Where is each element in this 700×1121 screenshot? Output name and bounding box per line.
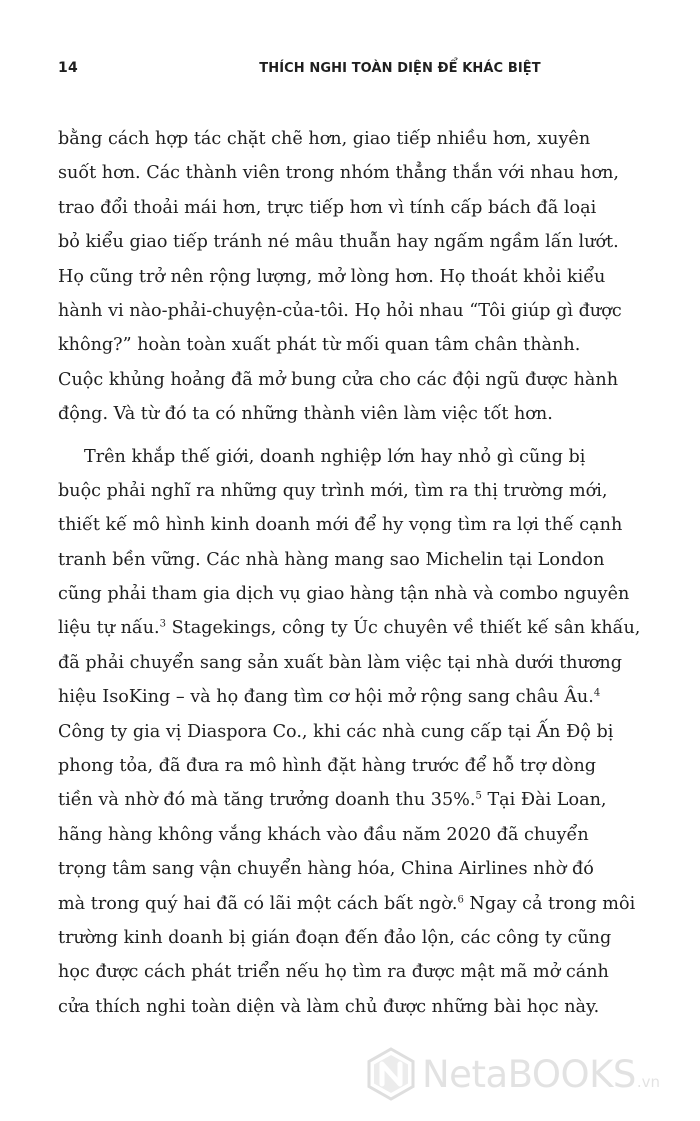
text-line: mà trong quý hai đã có lãi một cách bất ngờ.$^6$ Ngay cả trong môi <box>58 893 636 914</box>
running-head: THÍCH NGHI TOÀN DIỆN ĐỂ KHÁC BIỆT <box>259 61 541 76</box>
watermark-suffix: .vn <box>636 1073 661 1091</box>
text-line: bỏ kiểu giao tiếp tránh né mâu thuẫn hay ngấm ngầm lấn lướt. <box>58 232 619 253</box>
text-line: bằng cách hợp tác chặt chẽ hơn, giao tiếp nhiều hơn, xuyên <box>58 129 591 149</box>
text-line: cửa thích nghi toàn diện và làm chủ được những bài học này. <box>58 996 600 1017</box>
text-line: không?” hoàn toàn xuất phát từ mối quan tâm chân thành. <box>58 335 581 356</box>
text-line: trọng tâm sang vận chuyển hàng hóa, China Airlines nhờ đó <box>58 859 594 880</box>
text-line: tiền và nhờ đó mà tăng trưởng doanh thu 35%.$^5$ Tại Đài Loan, <box>58 790 607 811</box>
paragraph <box>58 440 648 1025</box>
text-line: động. Và từ đó ta có những thành viên làm việc tốt hơn. <box>58 404 553 425</box>
text-line: trường kinh doanh bị gián đoạn đến đảo lộn, các công ty cũng <box>58 927 612 948</box>
watermark <box>364 1046 660 1102</box>
netabooks-logo-icon <box>364 1047 418 1101</box>
text-line: đã phải chuyển sang sản xuất bàn làm việc tại nhà dưới thương <box>58 652 623 673</box>
text-line: Họ cũng trở nên rộng lượng, mở lòng hơn. Họ thoát khỏi kiểu <box>58 266 606 287</box>
text-line: suốt hơn. Các thành viên trong nhóm thẳng thắn với nhau hơn, <box>58 163 620 184</box>
footnote-ref: 4 <box>593 687 601 699</box>
text-line: tranh bền vững. Các nhà hàng mang sao Michelin tại London <box>58 549 605 570</box>
page-number: 14 <box>58 60 78 76</box>
text-line: phong tỏa, đã đưa ra mô hình đặt hàng trước để hỗ trợ dòng <box>58 756 597 777</box>
text-line: thiết kế mô hình kinh doanh mới để hy vọng tìm ra lợi thế cạnh <box>58 515 623 536</box>
text-line: buộc phải nghĩ ra những quy trình mới, tìm ra thị trường mới, <box>58 480 608 501</box>
paragraph <box>58 122 648 432</box>
text-line: Công ty gia vị Diaspora Co., khi các nhà cung cấp tại Ấn Độ bị <box>58 721 614 742</box>
text-line: cũng phải tham gia dịch vụ giao hàng tận nhà và combo nguyên <box>58 584 630 605</box>
body-text <box>58 122 648 1024</box>
footnote-ref: 5 <box>475 790 482 802</box>
text-line: học được cách phát triển nếu họ tìm ra được mật mã mở cánh <box>58 962 609 983</box>
text-line: hành vi nào-phải-chuyện-của-tôi. Họ hỏi nhau “Tôi giúp gì được <box>58 300 622 321</box>
footnote-ref: 6 <box>457 894 464 906</box>
text-line: Cuộc khủng hoảng đã mở bung cửa cho các đội ngũ được hành <box>58 369 619 390</box>
text-line: hãng hàng không vắng khách vào đầu năm 2020 đã chuyển <box>58 824 589 845</box>
text-line: trao đổi thoải mái hơn, trực tiếp hơn vì tính cấp bách đã loại <box>58 197 597 218</box>
footnote-ref: 3 <box>159 618 166 630</box>
text-line: hiệu IsoKing – và họ đang tìm cơ hội mở rộng sang châu Âu.$^4$ <box>58 687 601 708</box>
text-line: Trên khắp thế giới, doanh nghiệp lớn hay nhỏ gì cũng bị <box>84 446 586 467</box>
watermark-name: NetaBOOKS <box>422 1052 636 1096</box>
text-line: liệu tự nấu.$^3$ Stagekings, công ty Úc chuyên về thiết kế sân khấu, <box>58 618 641 639</box>
